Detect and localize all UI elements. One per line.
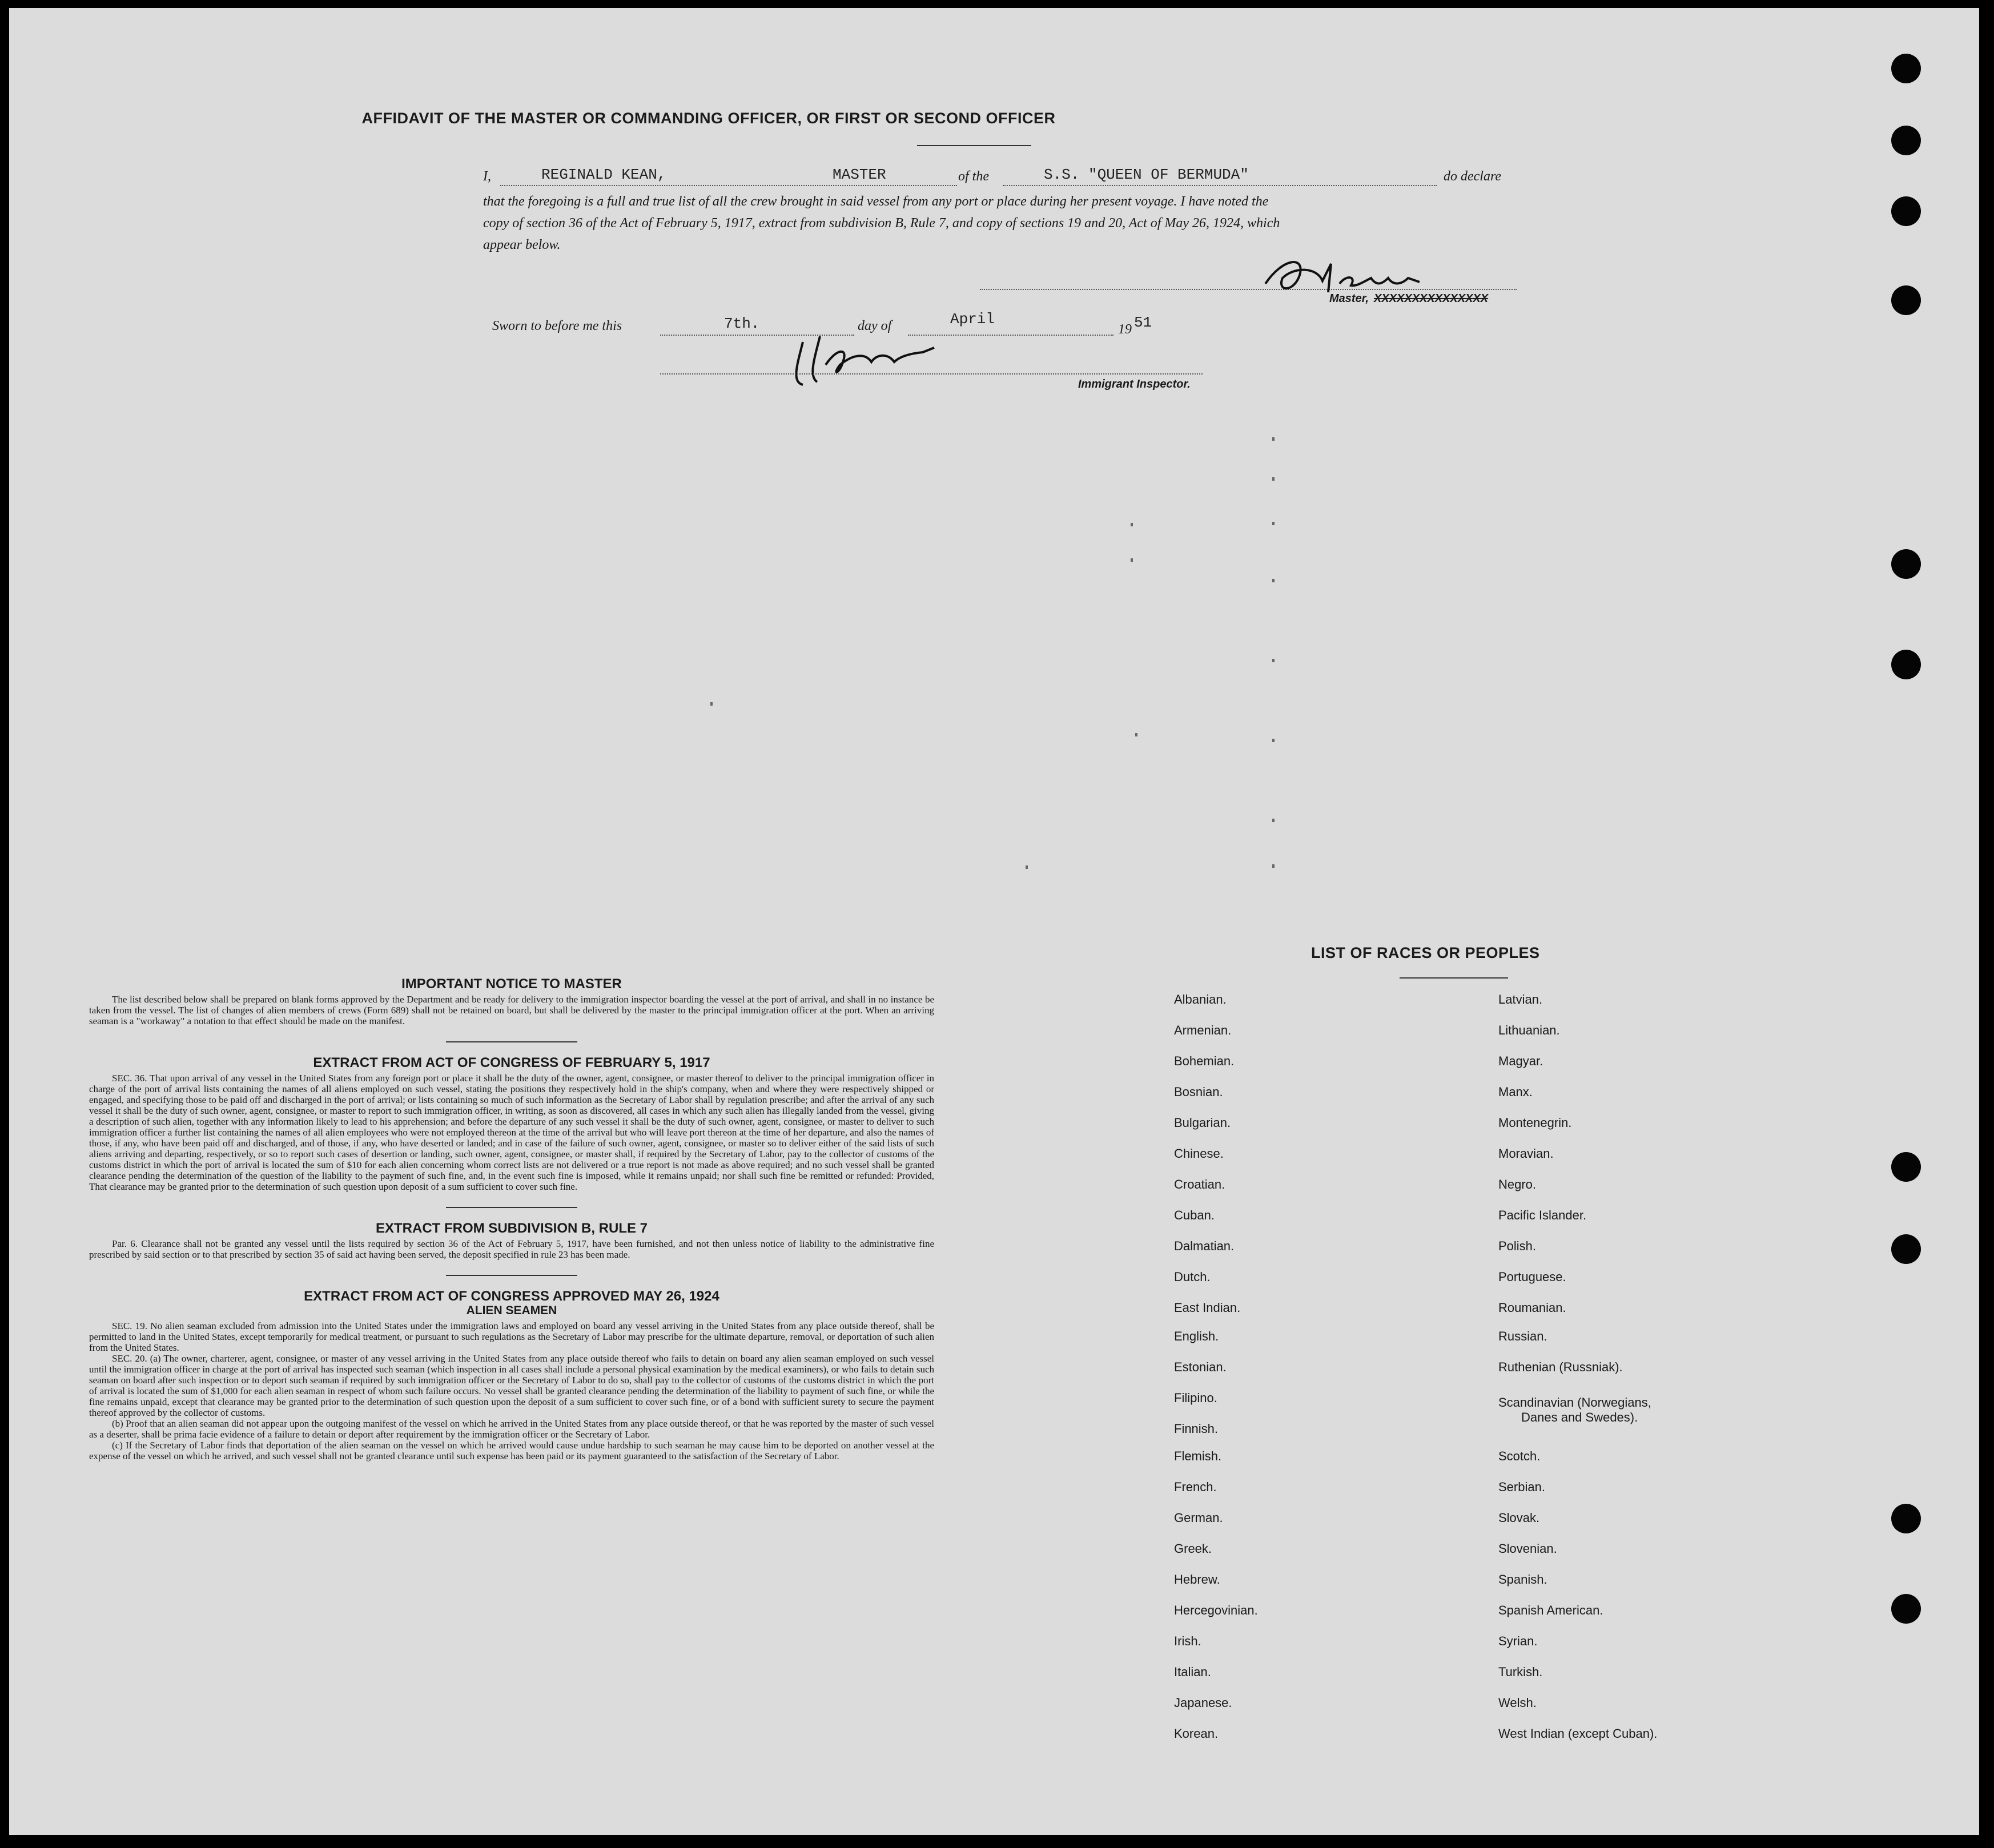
legal-text-column [89, 976, 934, 1462]
declare-label: do declare [1444, 169, 1502, 184]
divider [446, 1275, 577, 1276]
race-item: Bosnian. [1174, 1085, 1223, 1099]
race-item: Dalmatian. [1174, 1239, 1235, 1253]
section-20b-text: (b) Proof that an alien seaman did not appear upon the outgoing manifest of the vessel on which he arrived in the United States from any place outside thereof, or that he was reported by the master of such vessel as a deserter, shall be prima facie evidence of a failure to detain or deport after requirement by the immigration officer or the Secretary of Labor. [89, 1418, 934, 1440]
races-title: LIST OF RACES OR PEOPLES [1311, 944, 1540, 961]
race-item: English. [1174, 1329, 1219, 1343]
race-item: Croatian. [1174, 1177, 1225, 1191]
race-item: Irish. [1174, 1634, 1201, 1648]
notice-title: IMPORTANT NOTICE TO MASTER [401, 976, 622, 992]
race-item: Filipino. [1174, 1391, 1217, 1405]
punch-hole [1891, 549, 1921, 579]
race-item: Hebrew. [1174, 1572, 1220, 1587]
punch-hole [1891, 196, 1921, 226]
race-item: Roumanian. [1498, 1301, 1566, 1315]
inspector-signature-line [660, 373, 1203, 375]
punch-hole [1891, 650, 1921, 679]
race-item: Latvian. [1498, 992, 1543, 1006]
race-item: Negro. [1498, 1177, 1537, 1191]
race-item: Armenian. [1174, 1023, 1232, 1037]
race-item: Moravian. [1498, 1146, 1554, 1161]
extract-1917-text: SEC. 36. That upon arrival of any vessel in the United States from any foreign port or place it shall be the duty of the owner, agent, consignee, or master thereof to deliver to the principal immigration officer in charge of the port of arrival lists containing the names of all aliens employed on such vessel, stating the positions they respectively hold in the ship's company, when and where they were respectively shipped or engaged, and specifying those to be paid off and discharged in the port of arrival; or lists containing so much of such information as the Secretary of Labor shall by regulation prescribe; and after the arrival of any such vessel it shall be the duty of such owner, agent, consignee, or master to report to such immigration officer, in writing, as soon as discovered, all cases in which any such alien has illegally landed from the vessel, giving a description of such alien, together with any information likely to lead to his apprehension; and before the departure of any such vessel it shall be the duty of such owner, agent, consignee, or master to deliver to such immigration officer a further list containing the names of all alien employees who were not employed thereon at the time of the arrival but who will leave port thereon at the time of her departure, and also the names of those, if any, who have been paid off and discharged, and of those, if any, who have deserted or landed; and in case of the failure of such owner, agent, consignee, or master so to deliver either of the said lists of such aliens arriving and departing, respectively, or so to report such cases of desertion or landing, such owner, agent, consignee, or master shall, if required by the Secretary of Labor, pay to the collector of customs of the customs district in which the port of arrival is located the sum of $10 for each alien concerning whom correct lists are not delivered or a true report is not made as above required; and no such vessel shall be granted clearance pending the determination of the question of the liability to the payment of such fine, and, in the event such fine is imposed, while it remains unpaid; nor shall such fine be remitted or refunded: Provided, That clearance may be granted prior to the determination of such question upon deposit of a sum sufficient to cover such fine. [89, 1073, 934, 1192]
punch-hole [1891, 1504, 1921, 1533]
sworn-month: April [950, 311, 995, 328]
divider [917, 145, 1031, 146]
race-item: Syrian. [1498, 1634, 1538, 1648]
year-prefix: 19 [1118, 322, 1132, 337]
master-name: REGINALD KEAN, [541, 166, 666, 183]
race-item: Lithuanian. [1498, 1023, 1560, 1037]
sworn-label: Sworn to before me this [492, 319, 622, 333]
race-item: Flemish. [1174, 1449, 1222, 1463]
race-item: Albanian. [1174, 992, 1227, 1006]
race-item: Turkish. [1498, 1665, 1543, 1679]
affidavit-text-line: that the foregoing is a full and true list of all the crew brought in said vessel from any port or place during her present voyage. I have noted the [483, 194, 1269, 209]
race-item: Magyar. [1498, 1054, 1543, 1068]
race-item: Bohemian. [1174, 1054, 1235, 1068]
sworn-year: 51 [1134, 314, 1152, 331]
sworn-day: 7th. [724, 315, 760, 332]
race-item-continuation: Danes and Swedes). [1521, 1410, 1638, 1424]
document-page [9, 8, 1979, 1835]
extract-1917-title: EXTRACT FROM ACT OF CONGRESS OF FEBRUARY 5, 1917 [313, 1055, 710, 1070]
punch-hole [1891, 1152, 1921, 1182]
race-item: Korean. [1174, 1726, 1219, 1741]
race-item: Ruthenian (Russniak). [1498, 1360, 1623, 1374]
race-item: Manx. [1498, 1085, 1533, 1099]
vessel-line [1003, 185, 1437, 186]
rule7-title: EXTRACT FROM SUBDIVISION B, RULE 7 [375, 1221, 648, 1236]
of-the-label: of the [958, 169, 989, 184]
race-item: Spanish American. [1498, 1603, 1603, 1617]
race-item: Greek. [1174, 1541, 1212, 1556]
race-item: Russian. [1498, 1329, 1547, 1343]
race-item: East Indian. [1174, 1301, 1241, 1315]
master-caption: Master, [1329, 292, 1369, 305]
extract-1924-title: EXTRACT FROM ACT OF CONGRESS APPROVED MAY 26, 1924 [304, 1289, 719, 1304]
race-item: Bulgarian. [1174, 1116, 1231, 1130]
name-line [500, 185, 957, 186]
punch-hole [1891, 1594, 1921, 1624]
punch-hole [1891, 126, 1921, 155]
race-item: Italian. [1174, 1665, 1211, 1679]
race-item: Polish. [1498, 1239, 1537, 1253]
rule7-text: Par. 6. Clearance shall not be granted any vessel until the lists required by section 36 of the Act of February 5, 1917, have been furnished, and not then unless notice of liability to the administrative fine prescribed by said section or to that prescribed by section 35 of said act having been served, the deposit specified in rule 23 has been made. [89, 1238, 934, 1260]
affidavit-prefix: I, [483, 169, 491, 184]
race-item: Portuguese. [1498, 1270, 1566, 1284]
race-item: Finnish. [1174, 1422, 1219, 1436]
affidavit-title: AFFIDAVIT OF THE MASTER OR COMMANDING OFFICER, OR FIRST OR SECOND OFFICER [361, 110, 1056, 127]
race-item: Serbian. [1498, 1480, 1545, 1494]
race-item: Slovenian. [1498, 1541, 1557, 1556]
race-item: Dutch. [1174, 1270, 1211, 1284]
affidavit-text-line: copy of section 36 of the Act of February 5, 1917, extract from subdivision B, Rule 7, and copy of sections 19 and 20, Act of May 26, 1924, which [483, 216, 1280, 231]
divider [446, 1207, 577, 1208]
race-item: German. [1174, 1511, 1223, 1525]
race-item: Cuban. [1174, 1208, 1215, 1222]
race-item: Scotch. [1498, 1449, 1541, 1463]
race-item: Montenegrin. [1498, 1116, 1572, 1130]
section-20c-text: (c) If the Secretary of Labor finds that deportation of the alien seaman on the vessel on which he arrived would cause undue hardship to such seaman he may cause him to be deported on another vessel at the expense of the vessel on which he arrived, and such vessel shall not be granted clearance until such expense has been paid or its payment guaranteed to the satisfaction of the Secretary of Labor. [89, 1440, 934, 1462]
section-20a-text: SEC. 20. (a) The owner, charterer, agent, consignee, or master of any vessel arriving in the United States from any place outside thereof who fails to detain on board any alien seaman employed on such vessel until the immigration officer in charge at the port of arrival has inspected such seaman (which inspection in all cases shall include a personal physical examination by the medical examiners), or who fails to detain such seaman on board after such inspection or to deport such seaman if required by such immigration officer or the Secretary of Labor to do so, shall pay to the collector of customs of the customs district in which the port of arrival is located the sum of $1,000 for each alien seaman in respect of whom such failure occurs. No vessel shall be granted clearance pending the determination of the liability to payment of such fine, or while the fine remains unpaid, except that clearance may be granted prior to the determination of such question upon the deposit of a sum sufficient to cover such fine, or of a bond with sufficient surety to secure the payment thereof approved by the collector of customs. [89, 1353, 934, 1418]
race-item: Japanese. [1174, 1696, 1232, 1710]
race-item: West Indian (except Cuban). [1498, 1726, 1658, 1741]
race-item: Chinese. [1174, 1146, 1224, 1161]
inspector-caption: Immigrant Inspector. [1078, 378, 1191, 390]
vessel-name: S.S. "QUEEN OF BERMUDA" [1044, 166, 1249, 183]
extract-1924-subtitle: ALIEN SEAMEN [466, 1304, 557, 1317]
affidavit-text-line: appear below. [483, 237, 561, 252]
punch-hole [1891, 1234, 1921, 1264]
race-item: Pacific Islander. [1498, 1208, 1587, 1222]
divider [446, 1041, 577, 1042]
race-item: French. [1174, 1480, 1217, 1494]
race-item: Welsh. [1498, 1696, 1537, 1710]
race-item: Hercegovinian. [1174, 1603, 1258, 1617]
master-rank: MASTER [833, 166, 886, 183]
punch-hole [1891, 54, 1921, 83]
race-item: Estonian. [1174, 1360, 1227, 1374]
day-of-label: day of [858, 319, 892, 333]
divider [1400, 977, 1508, 979]
master-caption-struck: XXXXXXXXXXXXXXX [1374, 292, 1489, 305]
race-item: Slovak. [1498, 1511, 1540, 1525]
race-item: Scandinavian (Norwegians, [1498, 1395, 1651, 1410]
notice-text: The list described below shall be prepared on blank forms approved by the Department and be ready for delivery to the immigration inspector boarding the vessel at the port of arrival, and shall in no instance be taken from the vessel. The list of changes of alien members of crews (Form 689) shall not be retained on board, but shall be delivered by the master to the principal immigration officer at the port. When an arriving seaman is a "workaway" a notation to that effect should be made on the manifest. [89, 994, 934, 1026]
section-19-text: SEC. 19. No alien seaman excluded from admission into the United States under the immigration laws and employed on board any vessel arriving in the United States from any place outside thereof, shall be permitted to land in the United States, except temporarily for medical treatment, or pursuant to such regulations as the Secretary of Labor may prescribe for the ultimate departure, removal, or deportation of such alien from the United States. [89, 1320, 934, 1353]
inspector-signature [786, 331, 957, 393]
race-item: Spanish. [1498, 1572, 1547, 1587]
punch-hole [1891, 285, 1921, 315]
